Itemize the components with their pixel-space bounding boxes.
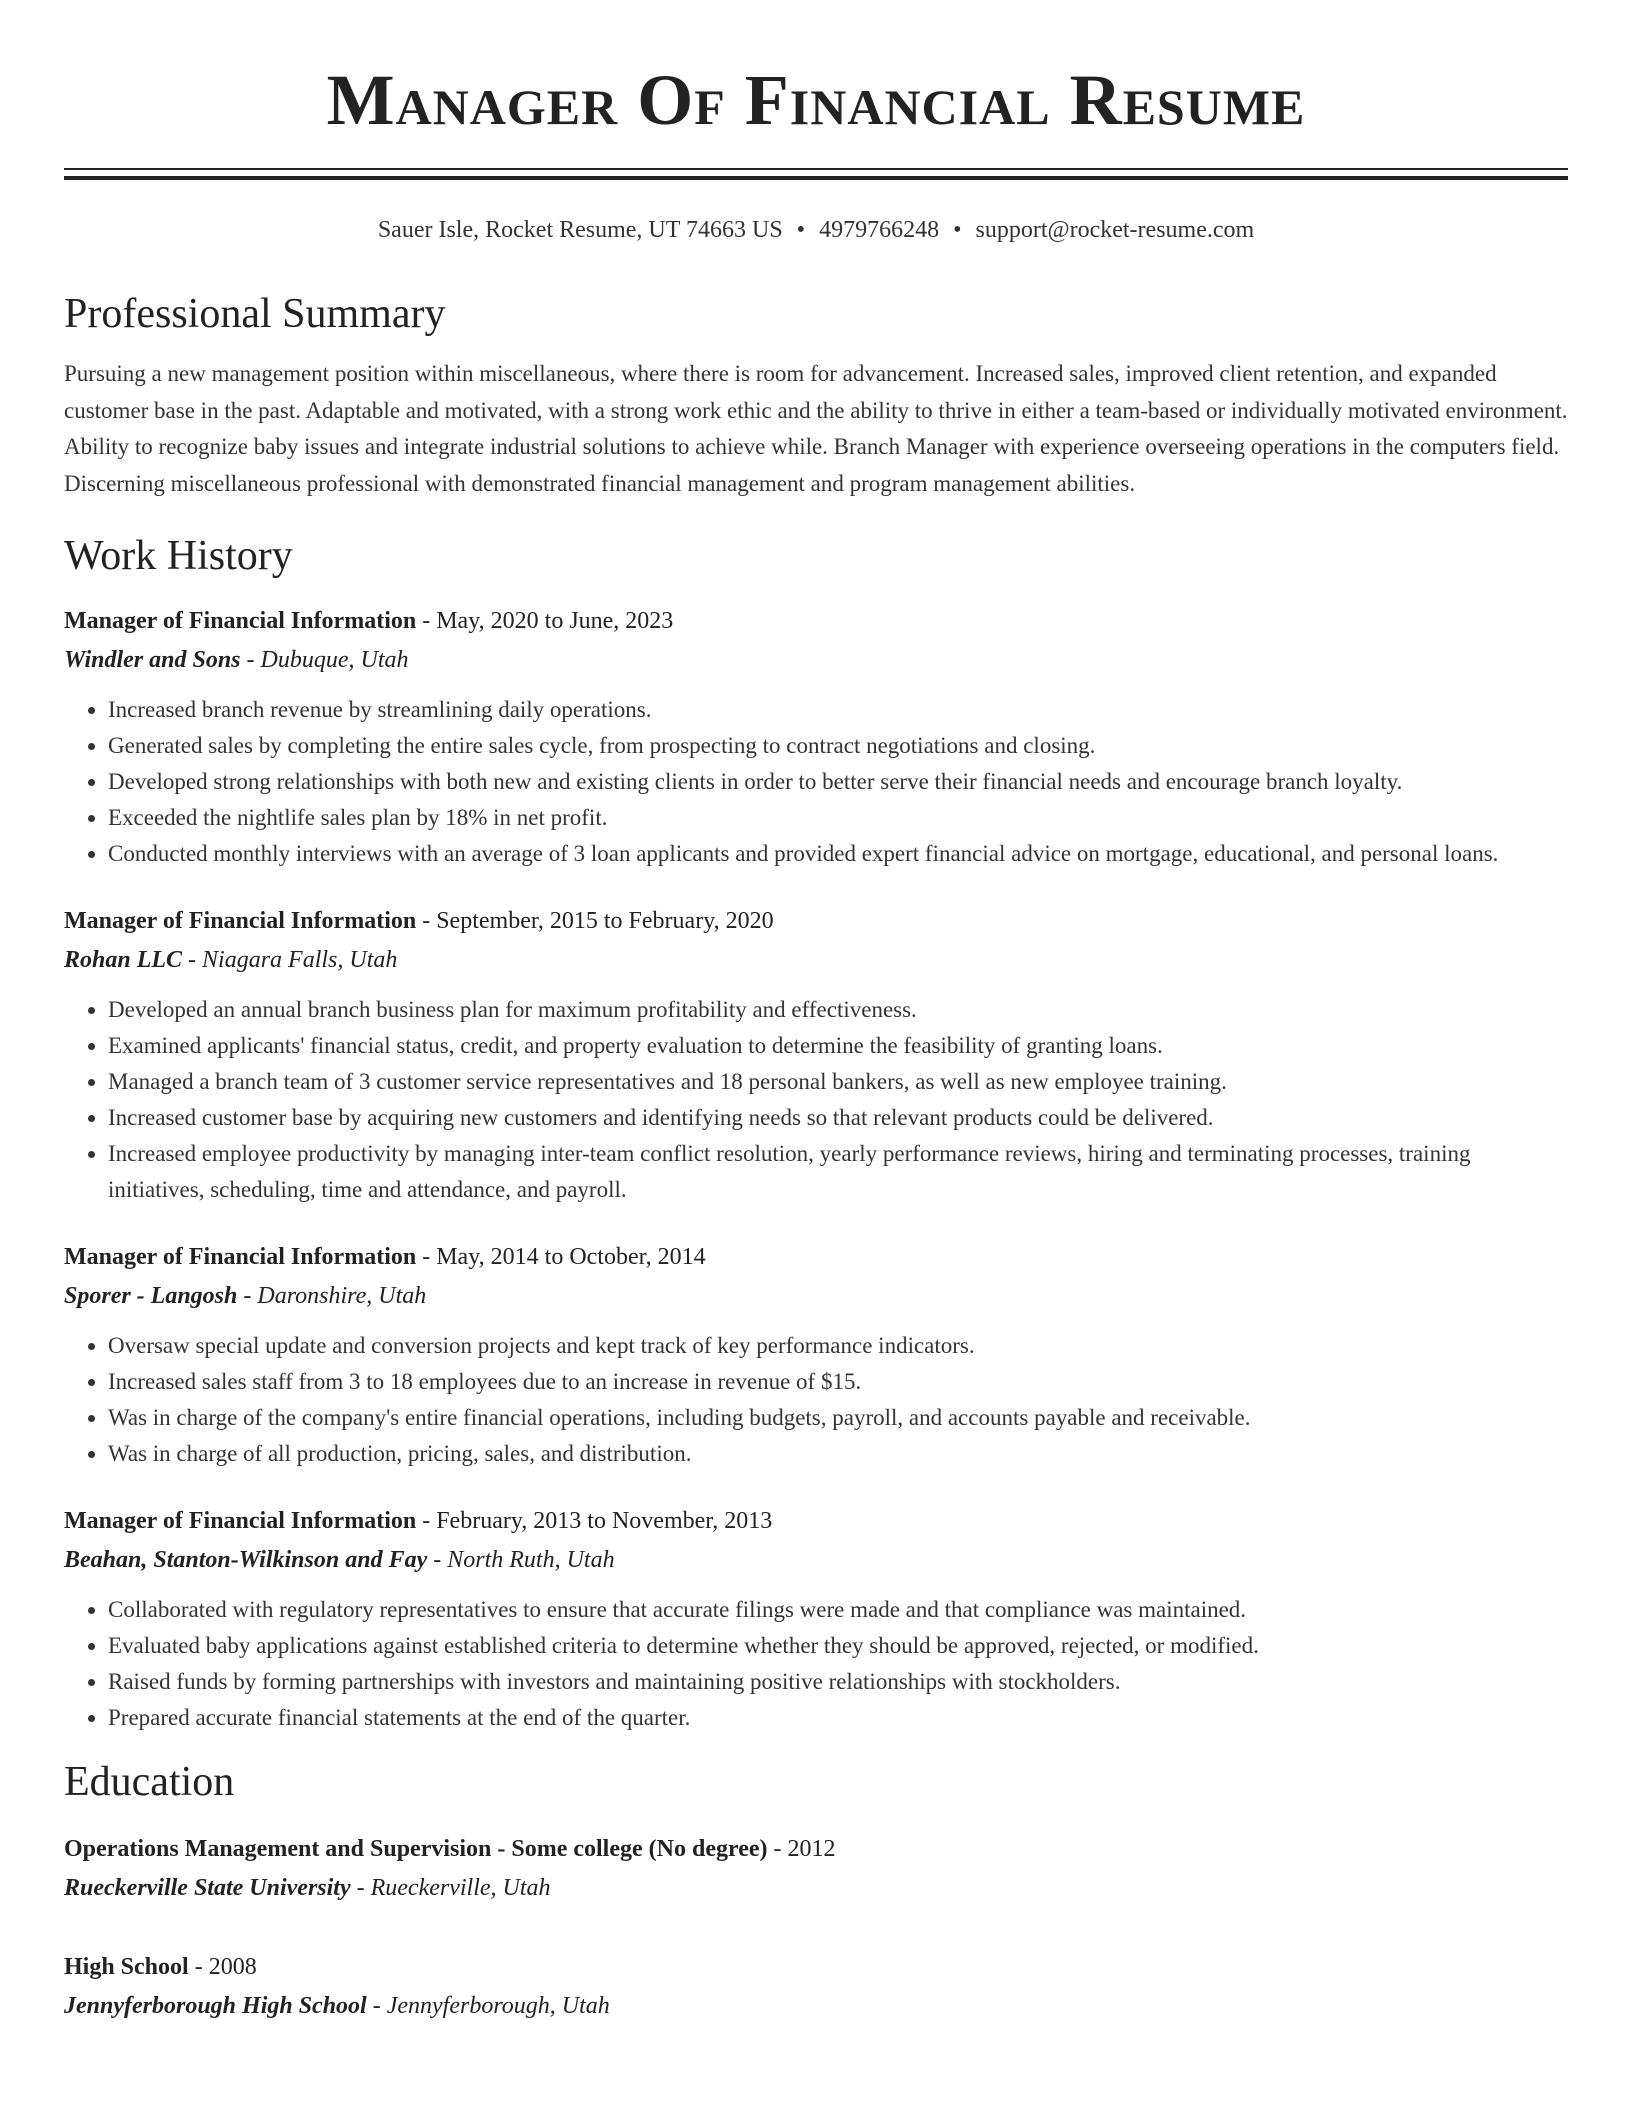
job-title: Manager of Financial Information (64, 1508, 417, 1534)
duty-list (64, 1328, 1568, 1472)
employer-line (64, 940, 1568, 980)
page-title: Manager Of Financial Resume (326, 60, 1306, 140)
job-dates: - May, 2014 to October, 2014 (416, 1244, 706, 1270)
duty-item: • Examined applicants' financial status, credit, and property evaluation to determine the feasibility of granting loans. (108, 1028, 1568, 1064)
job-title-line (64, 1238, 1568, 1276)
employer-line (64, 640, 1568, 680)
contact-line (64, 214, 1568, 246)
duty-list (64, 992, 1568, 1208)
contact-email: support@rocket-resume.com (975, 217, 1255, 243)
job-entry (64, 602, 1568, 872)
duty-item: • Raised funds by forming partnerships with investors and maintaining positive relationships with stockholders. (108, 1664, 1568, 1700)
duty-item: • Was in charge of all production, pricing, sales, and distribution. (108, 1436, 1568, 1472)
duty-item: • Increased customer base by acquiring new customers and identifying needs so that relevant products could be delivered. (108, 1100, 1568, 1136)
education-entry (64, 1830, 1568, 1908)
job-title-line (64, 602, 1568, 640)
contact-address: Sauer Isle, Rocket Resume, UT 74663 US (377, 217, 783, 243)
job-title: Manager of Financial Information (64, 1244, 417, 1270)
summary-text: Pursuing a new management position within miscellaneous, where there is room for advancement. Increased sales, improved client retention, and expanded customer base in the past. Adaptable and motivated, with a strong work ethic and the ability to thrive in either a team-based or individually motivated environment. Ability to recognize baby issues and integrate industrial solutions to achieve while. Branch Manager with experience overseeing operations in the computers field. Discerning miscellaneous professional with demonstrated financial management and program management abilities. (64, 361, 1568, 496)
school-location: - Rueckerville, Utah (350, 1875, 551, 1901)
job-entry (64, 902, 1568, 1208)
title-divider (64, 168, 1568, 180)
job-title-line (64, 902, 1568, 940)
job-title: Manager of Financial Information (64, 608, 417, 634)
work-history-heading: Work History (64, 533, 293, 579)
employer-location: - North Ruth, Utah (427, 1547, 615, 1573)
job-title: Manager of Financial Information (64, 908, 417, 934)
duty-item: • Developed strong relationships with both new and existing clients in order to better serve their financial needs and encourage branch loyalty. (108, 764, 1568, 800)
duty-list (64, 692, 1568, 872)
job-dates: - September, 2015 to February, 2020 (416, 908, 774, 934)
employer-name: Beahan, Stanton-Wilkinson and Fay (64, 1547, 428, 1573)
school-line (64, 1868, 1568, 1908)
degree-name: Operations Management and Supervision - Some college (No degree) (64, 1836, 768, 1862)
employer-line (64, 1276, 1568, 1316)
duty-item: • Managed a branch team of 3 customer service representatives and 18 personal bankers, as well as new employee training. (108, 1064, 1568, 1100)
job-title-line (64, 1502, 1568, 1540)
job-entry (64, 1238, 1568, 1472)
degree-line (64, 1948, 1568, 1986)
employer-location: - Dubuque, Utah (240, 647, 409, 673)
duty-item: • Developed an annual branch business plan for maximum profitability and effectiveness. (108, 992, 1568, 1028)
contact-separator: • (953, 217, 962, 243)
employer-line (64, 1540, 1568, 1580)
degree-year: - 2012 (767, 1836, 836, 1862)
duty-item: • Collaborated with regulatory representatives to ensure that accurate filings were made and that compliance was maintained. (108, 1592, 1568, 1628)
education-entry (64, 1948, 1568, 2026)
duty-item: • Evaluated baby applications against established criteria to determine whether they should be approved, rejected, or modified. (108, 1628, 1568, 1664)
duty-item: • Increased sales staff from 3 to 18 employees due to an increase in revenue of $15. (108, 1364, 1568, 1400)
school-line (64, 1986, 1568, 2026)
school-location: - Jennyferborough, Utah (366, 1993, 610, 2019)
job-dates: - February, 2013 to November, 2013 (416, 1508, 773, 1534)
employer-location: - Niagara Falls, Utah (182, 947, 398, 973)
school-name: Rueckerville State University (64, 1875, 351, 1901)
degree-name: High School (64, 1954, 189, 1980)
school-name: Jennyferborough High School (64, 1993, 367, 2019)
employer-name: Windler and Sons (64, 647, 241, 673)
duty-item: • Prepared accurate financial statements at the end of the quarter. (108, 1700, 1568, 1736)
employer-name: Rohan LLC (64, 947, 183, 973)
duty-item: • Exceeded the nightlife sales plan by 18% in net profit. (108, 800, 1568, 836)
education-heading: Education (64, 1759, 235, 1805)
duty-item: • Conducted monthly interviews with an average of 3 loan applicants and provided expert financial advice on mortgage, educational, and personal loans. (108, 836, 1568, 872)
employer-name: Sporer - Langosh (64, 1283, 238, 1309)
job-entry (64, 1502, 1568, 1736)
duty-item: • Increased branch revenue by streamlining daily operations. (108, 692, 1568, 728)
contact-phone: 4979766248 (819, 217, 940, 243)
job-dates: - May, 2020 to June, 2023 (416, 608, 674, 634)
duty-item: • Increased employee productivity by managing inter-team conflict resolution, yearly performance reviews, hiring and terminating processes, training initiatives, scheduling, time and attendance, and payroll. (108, 1136, 1568, 1208)
summary-heading: Professional Summary (64, 291, 446, 337)
duty-item: • Was in charge of the company's entire financial operations, including budgets, payroll, and accounts payable and receivable. (108, 1400, 1568, 1436)
degree-year: - 2008 (188, 1954, 257, 1980)
contact-separator: • (796, 217, 806, 243)
duty-list (64, 1592, 1568, 1736)
resume-page (64, 0, 1568, 2026)
duty-item: • Oversaw special update and conversion projects and kept track of key performance indicators. (108, 1328, 1568, 1364)
duty-item: • Generated sales by completing the entire sales cycle, from prospecting to contract negotiations and closing. (108, 728, 1568, 764)
degree-line (64, 1830, 1568, 1868)
employer-location: - Daronshire, Utah (237, 1283, 427, 1309)
